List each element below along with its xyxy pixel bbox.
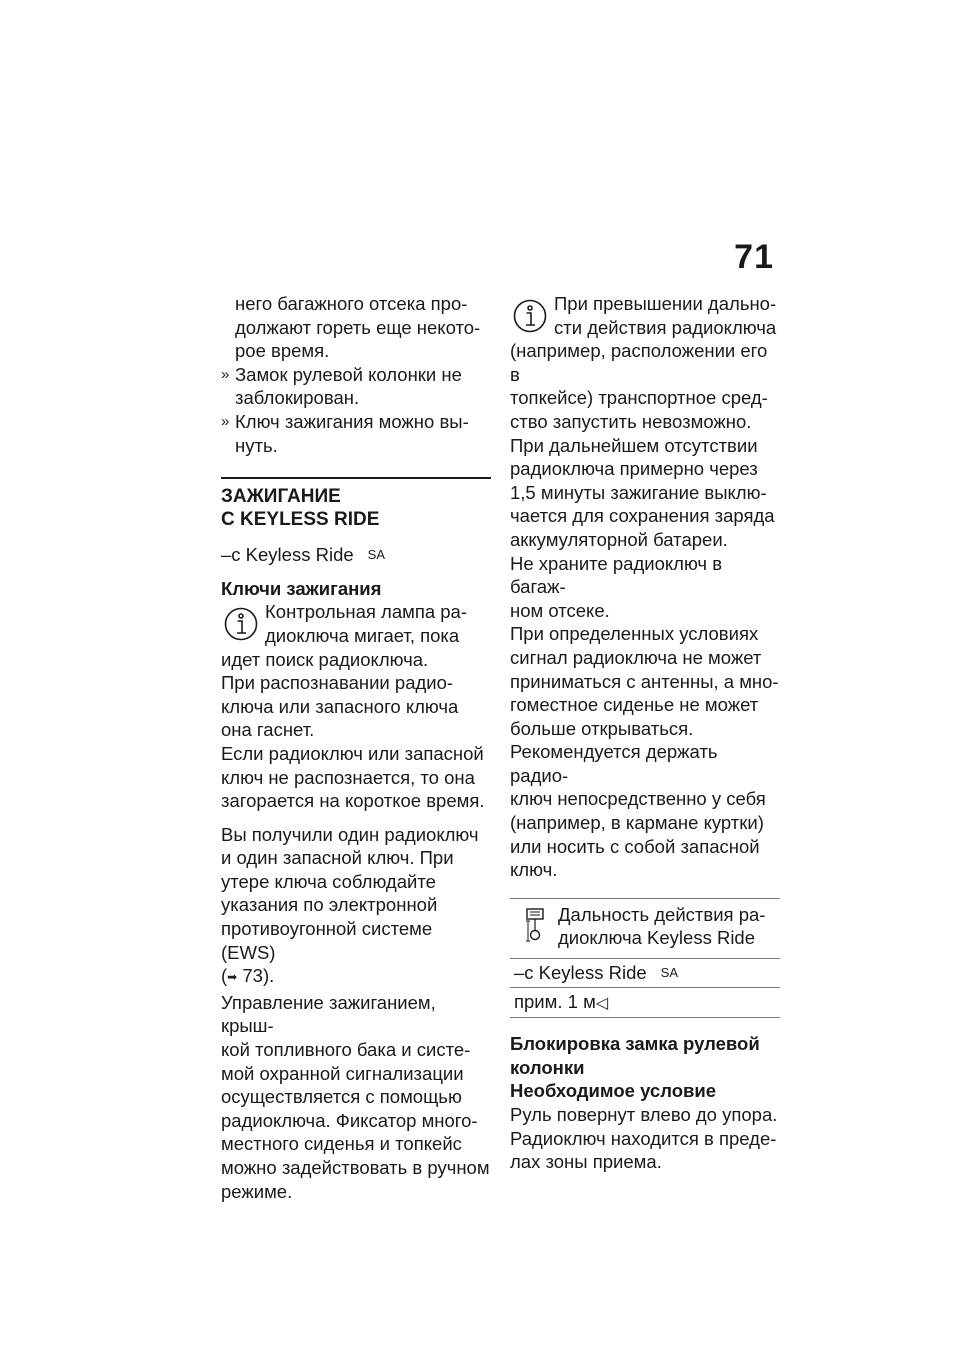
text-line: При превышении дально- (554, 293, 777, 314)
text-line: местного сиденья и топкейс (221, 1133, 462, 1155)
text-line: лах зоны приема. (510, 1151, 662, 1173)
text-line: должают гореть еще некото- (235, 316, 481, 338)
text-line: Не храните радиоключ в багаж- (510, 552, 723, 598)
range-table-header (510, 899, 780, 959)
text-line: приниматься с антенны, а мно- (510, 670, 779, 692)
info-icon (512, 298, 548, 334)
text-line: идет поиск радиоключа. (221, 648, 429, 670)
text-line: она гаснет. (221, 719, 315, 741)
text-line: ном отсеке. (510, 599, 610, 621)
text-line: утере ключа соблюдайте (221, 870, 436, 892)
text-line: Руль повернут влево до упора. (510, 1104, 778, 1125)
section-title: ЗАЖИГАНИЕ (221, 486, 341, 508)
left-column (221, 292, 491, 1203)
subheading: Необходимое условие (510, 1080, 717, 1102)
bullet-mark: » (221, 412, 230, 430)
text-line: заблокирован. (235, 387, 360, 409)
text-line: Рекомендуется держать радио- (510, 741, 718, 786)
arrow-right-icon: ➡ (227, 970, 238, 985)
text-line: мой охранной сигнализации (221, 1062, 464, 1084)
section-heading (221, 477, 491, 531)
ref-page: 73). (242, 965, 275, 987)
text-line: сти действия радиоключа (554, 316, 777, 338)
text-line: Вы получили один радиоключ (221, 823, 479, 845)
text-line: чается для сохранения заряда (510, 505, 775, 527)
text-line: Радиоключ находится в преде- (510, 1127, 777, 1149)
text-line: него багажного отсека про- (235, 293, 468, 314)
text-line: больше открываться. (510, 717, 694, 739)
text-line: и один запасной ключ. При (221, 847, 454, 869)
info-note (221, 600, 491, 812)
text-line: Если радиоключ или запасной (221, 742, 484, 764)
info-note (510, 292, 780, 882)
text-line: режиме. (221, 1180, 293, 1202)
text-line: осуществляется с помощью (221, 1086, 462, 1108)
end-triangle-icon: ◁ (595, 994, 609, 1012)
text-line: Управление зажиганием, крыш- (221, 991, 436, 1037)
text-line: радиоключа примерно через (510, 458, 758, 480)
text-line: топкейсе) транспортное сред- (510, 387, 768, 409)
text-line: При дальнейшем отсутствии (510, 434, 758, 456)
range-table-value (510, 988, 780, 1019)
section-title: С KEYLESS RIDE (221, 509, 380, 531)
text-line: Ключ зажигания можно вы- (235, 410, 469, 432)
text-line: ключ непосредственно у себя (510, 788, 766, 810)
text-line: При распознавании радио- (221, 672, 454, 694)
text-line: ство запустить невозможно. (510, 410, 752, 432)
sa-badge: SA (367, 547, 385, 563)
info-icon (223, 606, 259, 642)
text-line: диоключа мигает, пока (265, 624, 460, 646)
text-line: ключа или запасного ключа (221, 695, 459, 717)
subheading: Блокировка замка рулевой (510, 1033, 760, 1055)
range-table-option (510, 959, 780, 988)
text-line: диоключа Keyless Ride (558, 927, 756, 949)
text-line: При определенных условиях (510, 623, 759, 645)
paragraph (221, 823, 491, 1204)
sa-badge: SA (660, 965, 678, 981)
bullet-mark: » (221, 365, 230, 383)
text-line: (например, в кармане куртки) (510, 812, 764, 834)
text-line: аккумуляторной батареи. (510, 528, 728, 550)
text-line: нуть. (235, 434, 278, 456)
right-column (510, 292, 780, 1174)
key-range-icon (524, 907, 546, 943)
text-line: загорается на короткое время. (221, 790, 485, 812)
range-table (510, 898, 780, 1018)
text-line: рое время. (235, 340, 330, 362)
text-line: ключ. (510, 859, 558, 881)
bullet-item (221, 363, 491, 410)
page-reference[interactable] (221, 964, 491, 991)
text-line: радиоключа. Фиксатор много- (221, 1109, 478, 1131)
option-text: –с Keyless Ride (514, 962, 647, 984)
subheading: Ключи зажигания (221, 577, 382, 599)
bullet-item (221, 410, 491, 457)
text-line: можно задействовать в ручном (221, 1157, 490, 1178)
text-line: кой топливного бака и систе- (221, 1039, 471, 1061)
page-number: 71 (734, 238, 774, 276)
text-line: указания по электронной (221, 894, 438, 916)
option-text: –с Keyless Ride (221, 544, 354, 566)
ref-open: ( (221, 965, 228, 987)
text-line: Дальность действия ра- (558, 903, 766, 925)
text-line: 1,5 минуты зажигание выклю- (510, 481, 767, 503)
text-line: сигнал радиоключа не может (510, 646, 762, 668)
text-line: противоугонной системе (EWS) (221, 918, 433, 963)
text-line: или носить с собой запасной (510, 835, 760, 857)
range-value: прим. 1 м (514, 990, 596, 1012)
text-line: ключ не распознается, то она (221, 766, 475, 788)
text-line: гоместное сиденье не может (510, 694, 759, 716)
subheading: колонки (510, 1056, 585, 1078)
text-line: Контрольная лампа ра- (265, 601, 468, 623)
option-line (221, 543, 491, 567)
continued-text (221, 292, 491, 363)
text-line: (например, расположении его в (510, 340, 768, 385)
text-line: Замок рулевой колонки не (235, 363, 462, 385)
